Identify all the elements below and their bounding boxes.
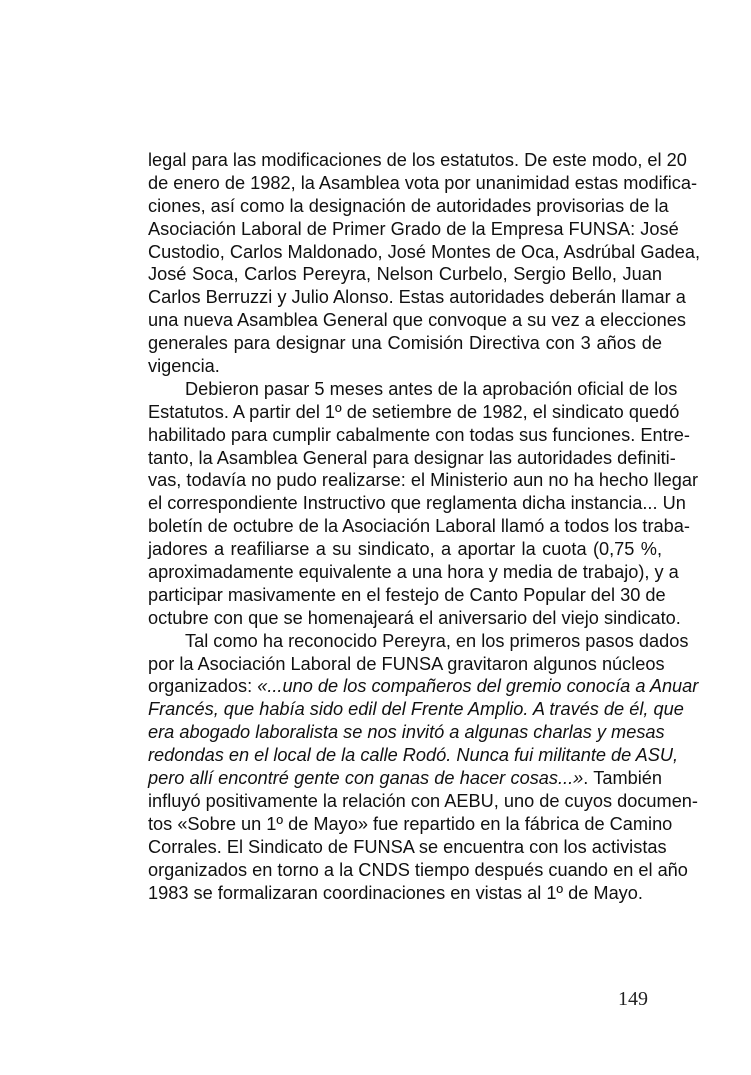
text-segment: Estatutos. A partir del 1º de setiembre de 1982, el sindicato quedó [148, 401, 680, 422]
text-line [148, 492, 686, 515]
text-line [148, 882, 662, 905]
text-segment: jadores a reafiliarse a su sindicato, a aportar la cuota (0,75 %, [148, 539, 662, 560]
text-line [148, 424, 690, 447]
page-number: 149 [618, 988, 648, 1010]
text-segment: influyó positivamente la relación con AEBU, uno de cuyos documen- [148, 790, 698, 811]
text-line [148, 698, 684, 721]
text-line [148, 790, 698, 813]
text-segment: el correspondiente Instructivo que reglamenta dicha instancia... Un [148, 493, 686, 514]
text-segment: aproximadamente equivalente a una hora y media de trabajo), y a [148, 562, 679, 583]
text-segment: organizados: [148, 676, 258, 697]
text-line [148, 675, 699, 698]
text-segment: vigencia. [148, 356, 220, 377]
text-line [148, 172, 697, 195]
text-segment: Carlos Berruzzi y Julio Alonso. Estas autoridades deberán llamar a [148, 287, 686, 308]
text-line [148, 767, 662, 790]
text-line [148, 813, 673, 836]
text-line [148, 355, 662, 378]
text-line [148, 241, 701, 264]
text-segment: Corrales. El Sindicato de FUNSA se encuentra con los activistas [148, 836, 667, 857]
text-line [148, 561, 679, 584]
quoted-text: Francés, que había sido edil del Frente Amplio. A través de él, que [148, 699, 684, 720]
text-line [148, 218, 679, 241]
text-segment: tos «Sobre un 1º de Mayo» fue repartido en la fábrica de Camino [148, 813, 673, 834]
text-segment: 1983 se formalizaran coordinaciones en vistas al 1º de Mayo. [148, 882, 643, 903]
body-text [148, 149, 701, 904]
text-line [148, 744, 679, 767]
text-line [148, 607, 681, 630]
text-line [148, 149, 687, 172]
text-segment: de enero de 1982, la Asamblea vota por unanimidad estas modifica- [148, 172, 697, 193]
text-line [148, 836, 667, 859]
text-line [148, 332, 662, 355]
quoted-text: redondas en el local de la calle Rodó. Nunca fui militante de ASU, [148, 745, 679, 766]
text-segment: habilitado para cumplir cabalmente con todas sus funciones. Entre- [148, 424, 690, 445]
text-line [148, 469, 699, 492]
quoted-text: era abogado laboralista se nos invitó a algunas charlas y mesas [148, 722, 665, 743]
text-segment: ciones, así como la designación de autoridades provisorias de la [148, 195, 669, 216]
quoted-text: «...uno de los compañeros del gremio conocía a Anuar [257, 676, 699, 697]
text-line [148, 515, 690, 538]
text-segment: octubre con que se homenajeará el aniversario del viejo sindicato. [148, 607, 681, 628]
text-segment: vas, todavía no pudo realizarse: el Ministerio aun no ha hecho llegar [148, 470, 699, 491]
text-segment: legal para las modificaciones de los estatutos. De este modo, el 20 [148, 150, 687, 170]
text-line [148, 401, 680, 424]
text-line [148, 653, 665, 676]
quoted-text: pero allí encontré gente con ganas de hacer cosas...» [148, 768, 584, 789]
text-segment: participar masivamente en el festejo de Canto Popular del 30 de [148, 584, 666, 605]
text-segment: Tal como ha reconocido Pereyra, en los primeros pasos dados [185, 630, 689, 651]
text-line [148, 378, 678, 401]
text-line [148, 721, 665, 744]
text-segment: organizados en torno a la CNDS tiempo después cuando en el año [148, 859, 688, 880]
text-line [148, 584, 666, 607]
text-segment: tanto, la Asamblea General para designar las autoridades definiti- [148, 447, 676, 468]
text-line [148, 859, 688, 882]
text-line [148, 630, 689, 653]
text-line [148, 263, 662, 286]
text-line [148, 286, 686, 309]
text-segment: Asociación Laboral de Primer Grado de la Empresa FUNSA: José [148, 218, 679, 239]
text-segment: por la Asociación Laboral de FUNSA gravitaron algunos núcleos [148, 653, 665, 674]
text-line [148, 309, 686, 332]
text-segment: boletín de octubre de la Asociación Laboral llamó a todos los traba- [148, 516, 690, 537]
text-segment: una nueva Asamblea General que convoque a su vez a elecciones [148, 310, 686, 331]
text-segment: . También [583, 768, 662, 789]
text-line [148, 538, 662, 561]
text-segment: José Soca, Carlos Pereyra, Nelson Curbelo, Sergio Bello, Juan [148, 264, 662, 285]
text-segment: Debieron pasar 5 meses antes de la aprobación oficial de los [185, 378, 678, 399]
text-line [148, 195, 669, 218]
text-segment: Custodio, Carlos Maldonado, José Montes de Oca, Asdrúbal Gadea, [148, 241, 701, 262]
text-line [148, 447, 676, 470]
text-segment: generales para designar una Comisión Directiva con 3 años de [148, 333, 662, 354]
